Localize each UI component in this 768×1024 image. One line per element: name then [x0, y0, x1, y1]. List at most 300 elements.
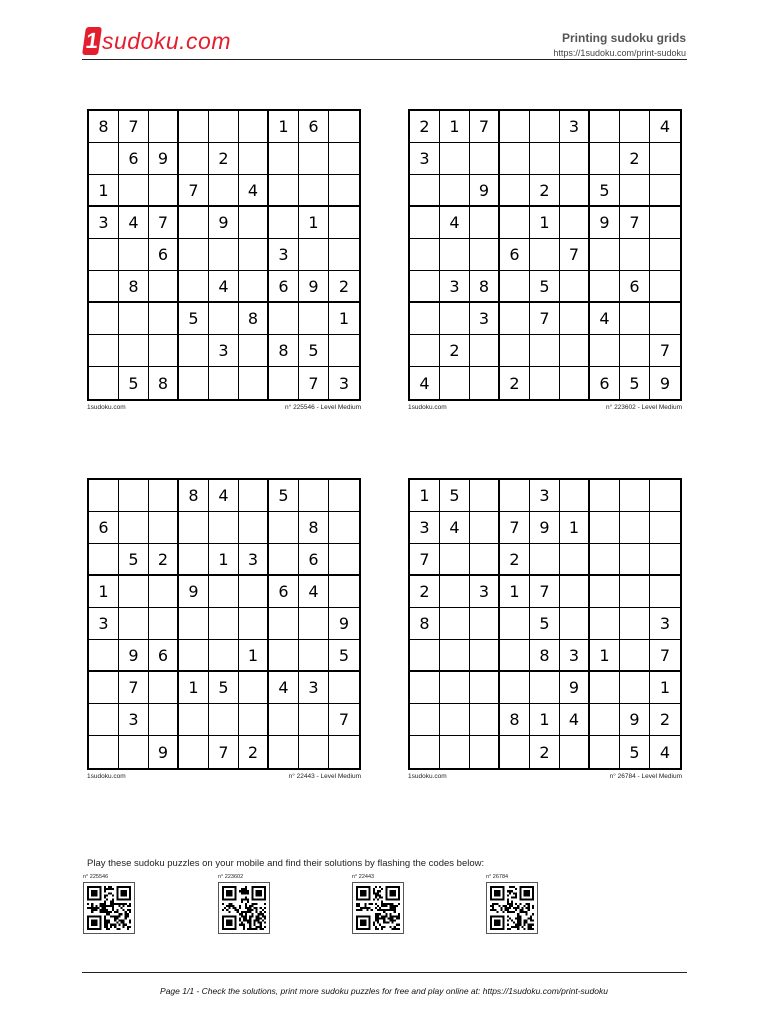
sudoku-cell: [89, 303, 119, 335]
sudoku-cell: [560, 544, 590, 576]
sudoku-cell: [470, 367, 500, 399]
sudoku-cell: [179, 143, 209, 175]
sudoku-cell: [650, 271, 680, 303]
sudoku-cell: 4: [209, 271, 239, 303]
sudoku-cell: 6: [620, 271, 650, 303]
sudoku-cell: [209, 239, 239, 271]
sudoku-cell: 7: [149, 207, 179, 239]
sudoku-cell: [650, 576, 680, 608]
puzzle-info: n° 225546 - Level Medium: [285, 404, 361, 411]
sudoku-cell: 5: [440, 480, 470, 512]
sudoku-cell: [179, 111, 209, 143]
sudoku-cell: [530, 544, 560, 576]
sudoku-cell: [440, 672, 470, 704]
sudoku-cell: [650, 544, 680, 576]
sudoku-cell: 4: [590, 303, 620, 335]
sudoku-cell: [149, 672, 179, 704]
sudoku-cell: 1: [269, 111, 299, 143]
sudoku-cell: [620, 544, 650, 576]
sudoku-cell: [89, 239, 119, 271]
sudoku-cell: [410, 736, 440, 768]
sudoku-cell: 5: [269, 480, 299, 512]
footer-divider: [82, 972, 687, 973]
sudoku-cell: [500, 480, 530, 512]
sudoku-cell: 4: [650, 111, 680, 143]
sudoku-cell: [590, 544, 620, 576]
sudoku-cell: 9: [119, 640, 149, 672]
sudoku-cell: 8: [470, 271, 500, 303]
sudoku-cell: 5: [119, 544, 149, 576]
sudoku-cell: [179, 736, 209, 768]
sudoku-cell: 3: [530, 480, 560, 512]
sudoku-cell: 9: [329, 608, 359, 640]
sudoku-cell: [620, 175, 650, 207]
sudoku-cell: [329, 111, 359, 143]
header-url[interactable]: https://1sudoku.com/print-sudoku: [553, 48, 686, 58]
sudoku-cell: [179, 207, 209, 239]
sudoku-cell: [329, 736, 359, 768]
sudoku-cell: [119, 239, 149, 271]
sudoku-cell: 4: [440, 512, 470, 544]
sudoku-cell: [470, 640, 500, 672]
sudoku-cell: [209, 111, 239, 143]
page-footer: Page 1/1 - Check the solutions, print more sudoku puzzles for free and play online at: https://1sudoku.com/print-sudoku: [160, 986, 608, 996]
sudoku-cell: 5: [179, 303, 209, 335]
sudoku-cell: 6: [119, 143, 149, 175]
sudoku-cell: [590, 143, 620, 175]
sudoku-cell: [239, 367, 269, 399]
sudoku-cell: 7: [470, 111, 500, 143]
sudoku-cell: [620, 512, 650, 544]
sudoku-cell: [149, 335, 179, 367]
sudoku-cell: 8: [299, 512, 329, 544]
qr-block-4[interactable]: [486, 874, 538, 934]
sudoku-cell: 6: [149, 640, 179, 672]
sudoku-cell: 5: [530, 271, 560, 303]
sudoku-cell: [299, 608, 329, 640]
sudoku-cell: [440, 640, 470, 672]
sudoku-cell: [149, 512, 179, 544]
sudoku-grid: [408, 109, 682, 401]
sudoku-cell: [179, 640, 209, 672]
page-title: Printing sudoku grids: [561, 31, 686, 45]
sudoku-cell: 1: [410, 480, 440, 512]
sudoku-cell: 1: [650, 672, 680, 704]
sudoku-cell: [269, 608, 299, 640]
sudoku-cell: [269, 303, 299, 335]
sudoku-cell: [470, 239, 500, 271]
sudoku-cell: [440, 736, 470, 768]
sudoku-cell: [179, 239, 209, 271]
page-header: [553, 31, 686, 58]
sudoku-cell: [179, 335, 209, 367]
sudoku-cell: [440, 367, 470, 399]
sudoku-cell: [119, 736, 149, 768]
sudoku-cell: [590, 736, 620, 768]
sudoku-cell: [299, 175, 329, 207]
sudoku-cell: 9: [179, 576, 209, 608]
sudoku-cell: [620, 335, 650, 367]
sudoku-cell: [149, 480, 179, 512]
sudoku-cell: [440, 576, 470, 608]
qr-block-2[interactable]: [218, 874, 270, 934]
sudoku-cell: 5: [299, 335, 329, 367]
qr-intro-text: Play these sudoku puzzles on your mobile and find their solutions by flashing the codes below:: [87, 858, 485, 869]
sudoku-cell: 3: [89, 207, 119, 239]
sudoku-cell: [299, 143, 329, 175]
sudoku-cell: 5: [620, 367, 650, 399]
sudoku-cell: [440, 704, 470, 736]
puzzle-caption: [408, 404, 682, 411]
sudoku-cell: [209, 303, 239, 335]
sudoku-cell: [329, 512, 359, 544]
sudoku-cell: [650, 239, 680, 271]
sudoku-cell: [620, 576, 650, 608]
sudoku-cell: 6: [269, 576, 299, 608]
sudoku-cell: 9: [659, 373, 671, 393]
sudoku-cell: [299, 303, 329, 335]
sudoku-cell: [209, 512, 239, 544]
sudoku-cell: 7: [650, 640, 680, 672]
sudoku-cell: [179, 512, 209, 544]
sudoku-cell: [329, 175, 359, 207]
sudoku-cell: [410, 239, 440, 271]
sudoku-cell: [239, 704, 269, 736]
qr-code-icon[interactable]: [83, 882, 135, 934]
sudoku-cell: [329, 480, 359, 512]
sudoku-cell: 7: [119, 672, 149, 704]
qr-code-icon[interactable]: [486, 882, 538, 934]
sudoku-cell: [329, 239, 359, 271]
sudoku-cell: 3: [560, 111, 590, 143]
sudoku-cell: [620, 480, 650, 512]
sudoku-cell: [329, 576, 359, 608]
sudoku-cell: [560, 207, 590, 239]
sudoku-cell: [179, 544, 209, 576]
sudoku-puzzle-4: [408, 478, 682, 780]
sudoku-cell: [269, 143, 299, 175]
sudoku-cell: [440, 175, 470, 207]
sudoku-cell: 7: [299, 367, 329, 399]
sudoku-cell: 4: [560, 704, 590, 736]
sudoku-cell: 9: [299, 271, 329, 303]
sudoku-cell: [89, 367, 119, 399]
sudoku-cell: 8: [179, 480, 209, 512]
sudoku-cell: 4: [299, 576, 329, 608]
sudoku-cell: 6: [299, 544, 329, 576]
sudoku-cell: 2: [410, 111, 440, 143]
sudoku-cell: 1: [299, 207, 329, 239]
sudoku-cell: [119, 480, 149, 512]
sudoku-cell: [149, 608, 179, 640]
sudoku-cell: 7: [119, 111, 149, 143]
sudoku-cell: [560, 271, 590, 303]
sudoku-cell: 3: [269, 239, 299, 271]
sudoku-cell: [89, 672, 119, 704]
sudoku-cell: 9: [149, 736, 179, 768]
sudoku-cell: [590, 608, 620, 640]
sudoku-cell: [239, 207, 269, 239]
sudoku-cell: [560, 335, 590, 367]
sudoku-cell: [239, 271, 269, 303]
sudoku-cell: [410, 704, 440, 736]
sudoku-cell: 3: [209, 335, 239, 367]
sudoku-cell: 1: [239, 640, 269, 672]
sudoku-cell: [239, 335, 269, 367]
sudoku-cell: 6: [500, 239, 530, 271]
sudoku-cell: [620, 239, 650, 271]
sudoku-cell: [410, 640, 440, 672]
sudoku-cell: 3: [299, 672, 329, 704]
sudoku-cell: 2: [440, 335, 470, 367]
sudoku-puzzle-1: [87, 109, 361, 411]
sudoku-cell: [410, 271, 440, 303]
sudoku-cell: 3: [560, 640, 590, 672]
sudoku-cell: [149, 303, 179, 335]
sudoku-cell: 6: [590, 367, 620, 399]
sudoku-cell: 7: [650, 335, 680, 367]
sudoku-cell: [89, 335, 119, 367]
sudoku-cell: [500, 608, 530, 640]
sudoku-cell: 3: [440, 271, 470, 303]
sudoku-cell: [560, 175, 590, 207]
sudoku-cell: [209, 175, 239, 207]
sudoku-cell: [209, 576, 239, 608]
sudoku-cell: [239, 480, 269, 512]
sudoku-cell: [470, 736, 500, 768]
sudoku-cell: [119, 175, 149, 207]
puzzle-site: 1sudoku.com: [87, 404, 126, 411]
qr-code-icon[interactable]: [352, 882, 404, 934]
sudoku-cell: [650, 143, 680, 175]
sudoku-cell: [590, 576, 620, 608]
puzzle-site: 1sudoku.com: [408, 773, 447, 780]
sudoku-cell: 2: [500, 544, 530, 576]
sudoku-cell: 6: [299, 111, 329, 143]
qr-label: n° 22443: [352, 874, 375, 880]
sudoku-cell: [590, 704, 620, 736]
sudoku-cell: [620, 640, 650, 672]
sudoku-cell: 3: [338, 373, 350, 393]
sudoku-cell: 1: [89, 576, 119, 608]
sudoku-cell: [89, 271, 119, 303]
sudoku-cell: [620, 672, 650, 704]
sudoku-cell: 7: [620, 207, 650, 239]
sudoku-grid: [408, 478, 682, 770]
sudoku-cell: [440, 303, 470, 335]
brand-logo[interactable]: [84, 26, 231, 56]
sudoku-cell: 9: [560, 672, 590, 704]
sudoku-cell: [149, 175, 179, 207]
sudoku-cell: [440, 608, 470, 640]
sudoku-cell: [590, 111, 620, 143]
sudoku-cell: [299, 640, 329, 672]
sudoku-cell: [179, 608, 209, 640]
sudoku-cell: 3: [650, 608, 680, 640]
sudoku-cell: [89, 544, 119, 576]
sudoku-cell: [89, 704, 119, 736]
sudoku-cell: [269, 704, 299, 736]
puzzle-info: n° 223602 - Level Medium: [606, 404, 682, 411]
sudoku-cell: 1: [440, 111, 470, 143]
sudoku-cell: 9: [590, 207, 620, 239]
sudoku-cell: [209, 704, 239, 736]
sudoku-cell: [269, 175, 299, 207]
sudoku-cell: [119, 335, 149, 367]
sudoku-cell: 5: [119, 367, 149, 399]
header-divider: [82, 59, 687, 60]
sudoku-cell: [470, 544, 500, 576]
sudoku-cell: [329, 672, 359, 704]
sudoku-cell: [89, 736, 119, 768]
sudoku-cell: [209, 640, 239, 672]
sudoku-cell: [500, 207, 530, 239]
sudoku-cell: [590, 480, 620, 512]
sudoku-cell: 7: [500, 512, 530, 544]
logo-text: sudoku.com: [102, 27, 232, 54]
sudoku-cell: 6: [89, 512, 119, 544]
sudoku-cell: [299, 704, 329, 736]
sudoku-cell: [179, 367, 209, 399]
sudoku-cell: 7: [560, 239, 590, 271]
sudoku-cell: 3: [119, 704, 149, 736]
sudoku-cell: 2: [209, 143, 239, 175]
sudoku-cell: 8: [410, 608, 440, 640]
sudoku-cell: 4: [440, 207, 470, 239]
sudoku-cell: 7: [209, 736, 239, 768]
sudoku-cell: [329, 544, 359, 576]
sudoku-cell: [239, 608, 269, 640]
qr-code-icon[interactable]: [218, 882, 270, 934]
sudoku-cell: [269, 512, 299, 544]
sudoku-cell: 2: [530, 175, 560, 207]
sudoku-cell: [470, 335, 500, 367]
qr-label: n° 223602: [218, 874, 244, 880]
sudoku-cell: [410, 303, 440, 335]
sudoku-cell: 2: [620, 143, 650, 175]
sudoku-cell: 8: [500, 704, 530, 736]
sudoku-cell: [530, 672, 560, 704]
sudoku-cell: [650, 207, 680, 239]
sudoku-cell: 9: [530, 512, 560, 544]
sudoku-cell: 2: [650, 704, 680, 736]
sudoku-cell: [650, 480, 680, 512]
puzzle-caption: [408, 773, 682, 780]
sudoku-cell: 1: [89, 175, 119, 207]
sudoku-cell: 5: [620, 736, 650, 768]
sudoku-cell: [209, 608, 239, 640]
sudoku-cell: [239, 111, 269, 143]
sudoku-cell: [500, 303, 530, 335]
sudoku-cell: [590, 512, 620, 544]
sudoku-cell: [500, 175, 530, 207]
sudoku-grid: [87, 109, 361, 401]
sudoku-cell: 7: [530, 303, 560, 335]
sudoku-cell: 2: [149, 544, 179, 576]
sudoku-cell: [620, 608, 650, 640]
sudoku-cell: 9: [620, 704, 650, 736]
sudoku-puzzle-3: [87, 478, 361, 780]
sudoku-cell: [209, 367, 239, 399]
sudoku-cell: 3: [89, 608, 119, 640]
sudoku-cell: [530, 239, 560, 271]
puzzle-caption: [87, 404, 361, 411]
sudoku-cell: 9: [149, 143, 179, 175]
sudoku-cell: [410, 175, 440, 207]
sudoku-cell: [560, 303, 590, 335]
puzzle-info: n° 26784 - Level Medium: [609, 773, 682, 780]
sudoku-cell: 3: [239, 544, 269, 576]
sudoku-cell: [440, 143, 470, 175]
sudoku-cell: [149, 704, 179, 736]
qr-block-1[interactable]: [83, 874, 135, 934]
sudoku-cell: [560, 608, 590, 640]
qr-block-3[interactable]: [352, 874, 404, 934]
sudoku-cell: [590, 239, 620, 271]
sudoku-cell: [179, 271, 209, 303]
sudoku-cell: 8: [269, 335, 299, 367]
sudoku-cell: 7: [530, 576, 560, 608]
sudoku-cell: [500, 640, 530, 672]
puzzle-info: n° 22443 - Level Medium: [288, 773, 361, 780]
sudoku-cell: 8: [239, 303, 269, 335]
sudoku-cell: [530, 111, 560, 143]
sudoku-cell: [89, 143, 119, 175]
sudoku-cell: [560, 576, 590, 608]
sudoku-cell: 4: [269, 672, 299, 704]
qr-label: n° 225546: [83, 874, 109, 880]
sudoku-cell: 3: [470, 303, 500, 335]
sudoku-cell: [500, 111, 530, 143]
sudoku-cell: 4: [239, 175, 269, 207]
sudoku-cell: [560, 367, 590, 399]
sudoku-cell: 1: [500, 576, 530, 608]
sudoku-cell: 1: [209, 544, 239, 576]
sudoku-cell: 4: [659, 742, 671, 762]
sudoku-cell: [530, 335, 560, 367]
sudoku-cell: [89, 640, 119, 672]
sudoku-cell: [329, 143, 359, 175]
sudoku-cell: 6: [149, 239, 179, 271]
sudoku-cell: [440, 239, 470, 271]
sudoku-cell: [239, 576, 269, 608]
sudoku-cell: 6: [269, 271, 299, 303]
sudoku-cell: [179, 704, 209, 736]
sudoku-cell: [119, 576, 149, 608]
sudoku-cell: [650, 303, 680, 335]
sudoku-cell: [149, 111, 179, 143]
sudoku-cell: 1: [590, 640, 620, 672]
sudoku-cell: [410, 335, 440, 367]
sudoku-cell: [410, 207, 440, 239]
sudoku-cell: [239, 239, 269, 271]
sudoku-cell: [530, 367, 560, 399]
sudoku-cell: [239, 672, 269, 704]
sudoku-cell: [440, 544, 470, 576]
sudoku-cell: 2: [239, 736, 269, 768]
sudoku-cell: [89, 480, 119, 512]
sudoku-cell: 5: [590, 175, 620, 207]
sudoku-cell: 1: [329, 303, 359, 335]
sudoku-cell: [560, 736, 590, 768]
sudoku-cell: [590, 335, 620, 367]
sudoku-cell: 4: [209, 480, 239, 512]
sudoku-cell: [590, 672, 620, 704]
sudoku-cell: 1: [560, 512, 590, 544]
sudoku-cell: [149, 576, 179, 608]
sudoku-cell: [500, 335, 530, 367]
sudoku-cell: [410, 672, 440, 704]
